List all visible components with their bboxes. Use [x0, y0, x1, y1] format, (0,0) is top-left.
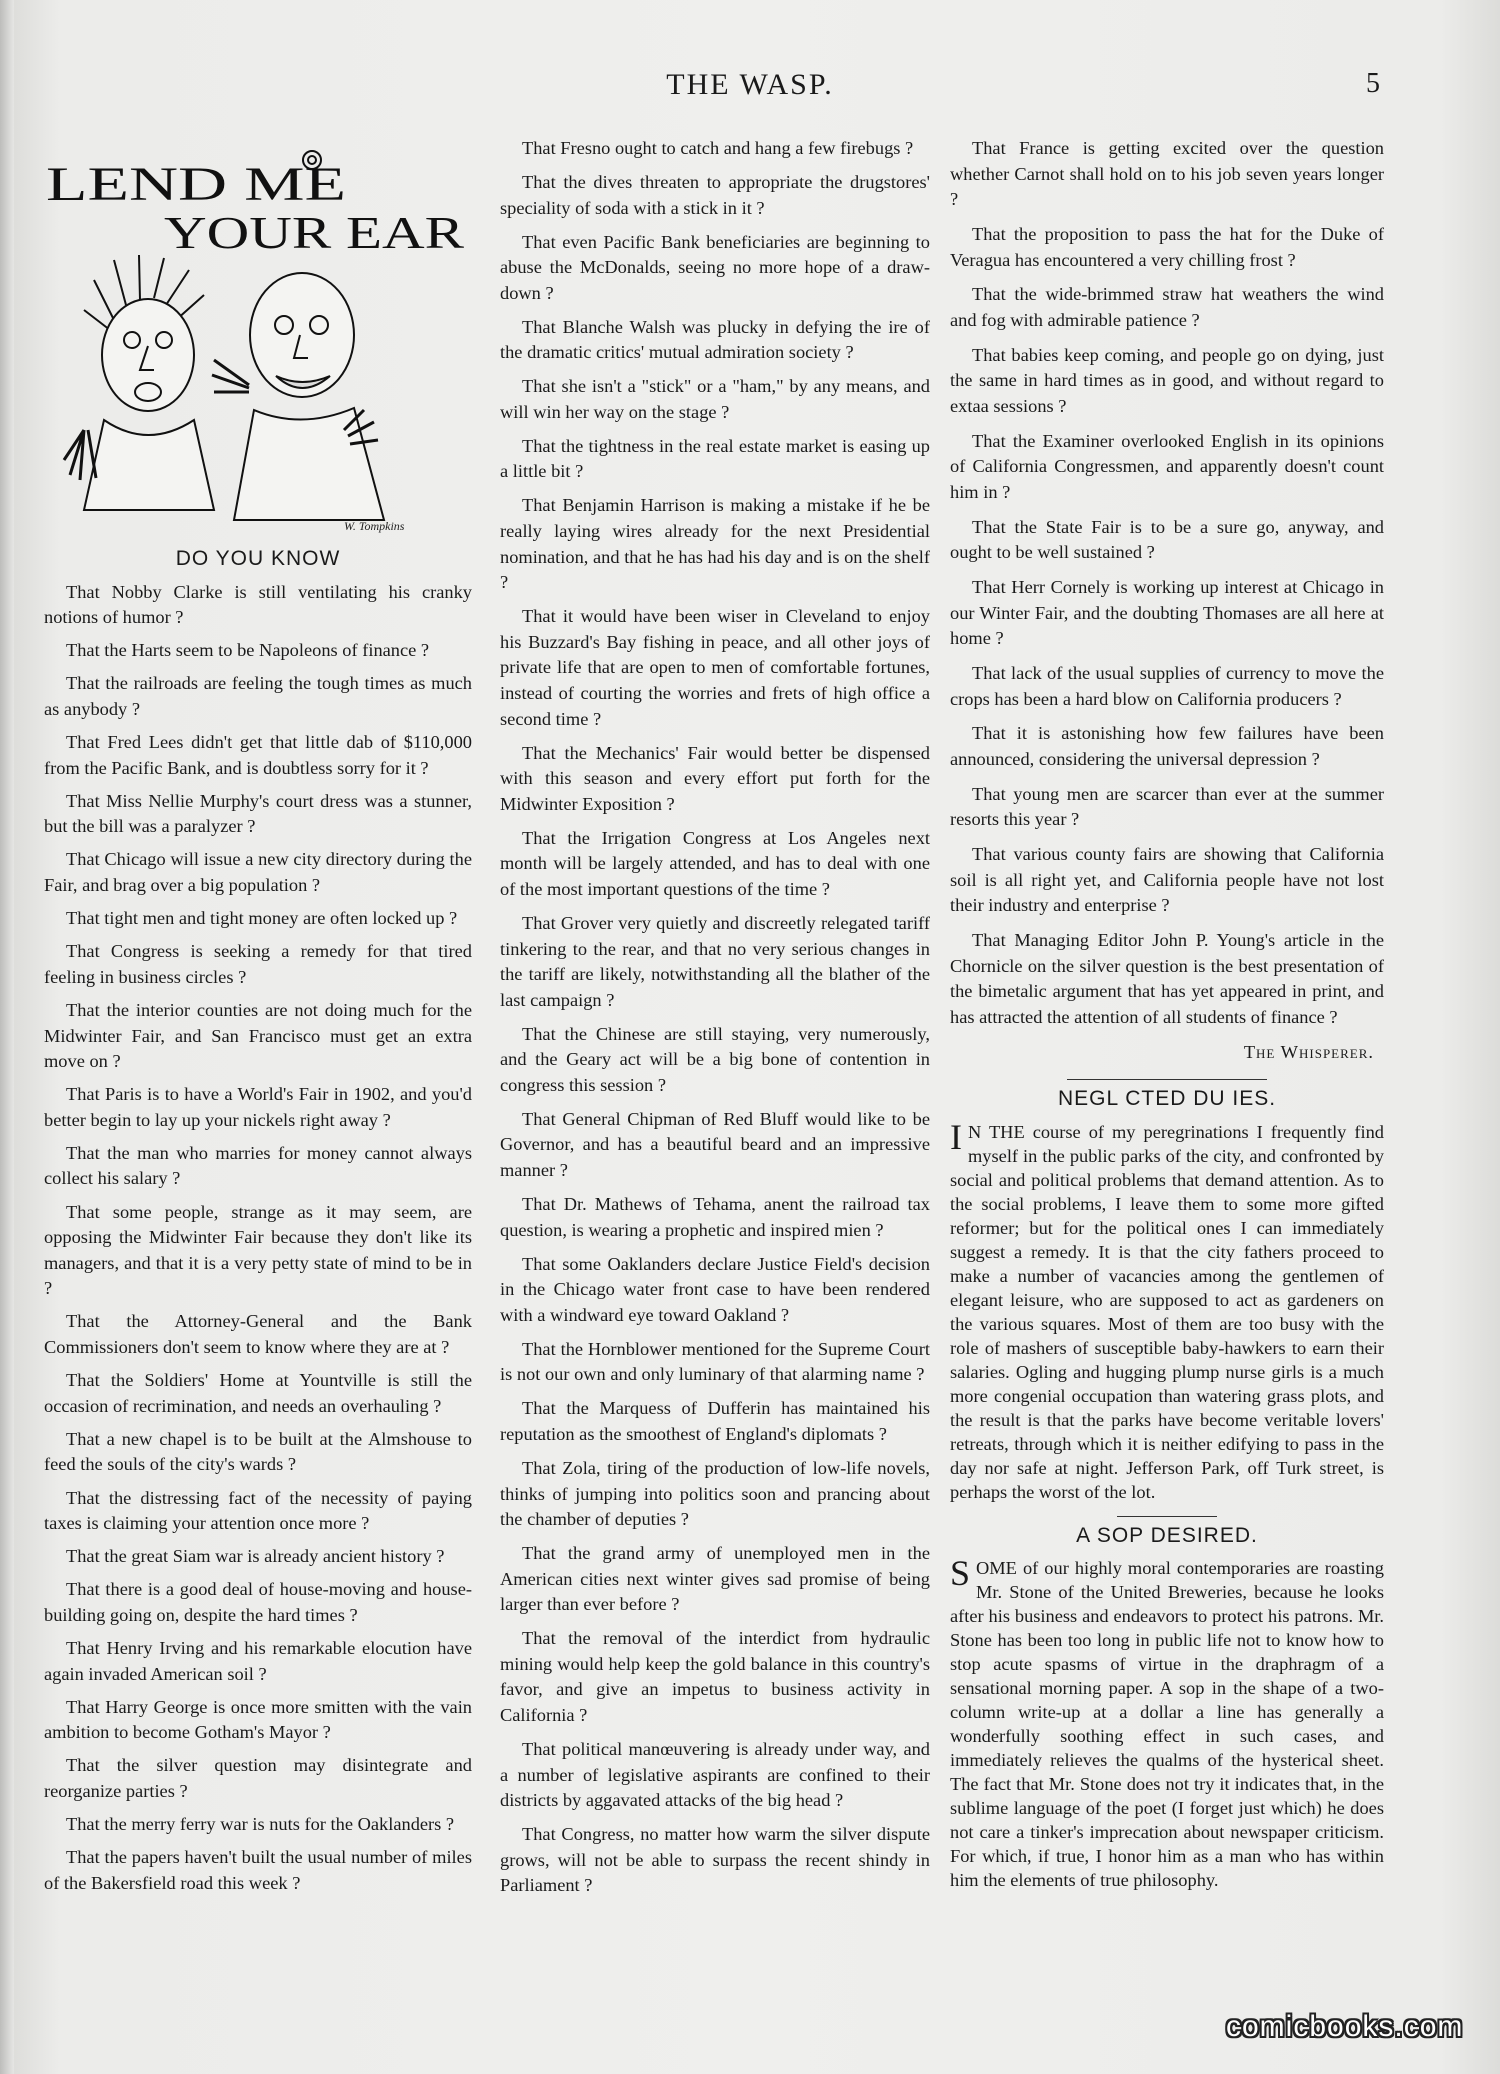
article-body: of our highly moral contemporaries are roasting Mr. Stone of the United Breweries, because he looks after his business and endeavors to protect his patrons. Mr. Stone has been too long in public life not to know how to stop acute spasms of virtue in the draphragm of a sensational morning paper. A sop in the shape of a two-column write-up at a dollar a line has generally a wonderfully soothing effect in such cases, and immediately relieves the qualms of the hysterical sheet. The fact that Mr. Stone does not try it indicates that, in the sublime language of the poet (I forget just which) he does not care a tinker's imprecation about newspaper criticism. For which, if true, I honor him as a man who has within him the elements of true philosophy. [950, 1558, 1384, 1891]
list-item: That there is a good deal of house-moving and house-building going on, despite the hard times ? [44, 1579, 472, 1625]
list-item: That the proposition to pass the hat for the Duke of Veragua has encountered a very chilling frost ? [950, 223, 1384, 270]
do-you-know-title: DO YOU KNOW [175, 547, 341, 570]
list-item: That Henry Irving and his remarkable elocution have again invaded American soil ? [44, 1637, 472, 1684]
list-item: That the Irrigation Congress at Los Angeles next month will be largely attended, and has to deal with one of the most important questions of the time ? [500, 827, 930, 899]
list-item: That a new chapel is to be built at the Almshouse to feed the souls of the city's wards ? [44, 1428, 472, 1475]
list-item: That Fred Lees didn't get that little dab of $110,000 from the Pacific Bank, and is doubtless sorry for it ? [44, 732, 472, 778]
list-item: That Miss Nellie Murphy's court dress was a stunner, but the bill was a paralyzer ? [44, 790, 472, 837]
list-item: That the great Siam war is already ancient history ? [66, 1546, 445, 1567]
list-item: That General Chipman of Red Bluff would like to be Governor, and has a beautiful beard and an impressive manner ? [500, 1108, 930, 1181]
drop-cap: I [950, 1116, 962, 1157]
drop-cap: S [950, 1553, 971, 1594]
list-item: That the distressing fact of the necessity of paying taxes is claiming your attention once more ? [44, 1487, 472, 1534]
list-item: That the Chinese are still staying, very numerously, and the Geary act will be a big bone of contention in congress this session ? [500, 1023, 930, 1095]
masthead: THE WASP. [666, 68, 834, 101]
heading-line-2: YOUR EAR [164, 207, 465, 258]
article-paragraph [950, 1553, 1384, 1892]
list-item: That Nobby Clarke is still ventilating his cranky notions of humor ? [44, 581, 472, 628]
list-item: That Blanche Walsh was plucky in defying the ire of the dramatic critics' mutual admiration society ? [500, 316, 930, 363]
sop-desired-article [950, 1553, 1384, 1892]
list-item: That the removal of the interdict from hydraulic mining would help keep the gold balance in this country's favor, and give an impetus to business activity in California ? [500, 1628, 930, 1726]
column-1 [44, 130, 472, 1904]
list-item: That the interior counties are not doing much for the Midwinter Fair, and San Francisco must get an extra move on ? [44, 999, 472, 1072]
list-item: That Paris is to have a World's Fair in 1902, and you'd better begin to lay up your nickels right away ? [44, 1084, 472, 1130]
article-body: course of my peregrinations I frequently find myself in the public parks of the city, and confronted by social and political problems that demand attention. As to the social problems, I leave them to some more gifted reformer; but for the political ones I can immediately suggest a remedy. It is that the city fathers proceed to make a number of vacancies among the gentlemen of elegant leisure, who are supposed to act as gardeners on the various squares. Most of them are too busy with the role of mashers of susceptible baby-hawkers to earn their salaries. Ogling and hugging plump nurse girls is a much more congenial occupation than watering grass plots, and the result is that the parks have become veritable lovers' retreats, through which it is neither edifying to pass in the day nor safe at night. Jefferson Park, off Turk street, is perhaps the worst of the lot. [950, 1121, 1384, 1502]
heading-line-1: LEND ME [46, 158, 346, 211]
list-item: That it is astonishing how few failures have been announced, considering the universal depression ? [950, 723, 1384, 769]
list-item: That the silver question may disintegrate and reorganize parties ? [44, 1755, 472, 1801]
list-item: That Fresno ought to catch and hang a few firebugs ? [522, 138, 914, 158]
source-watermark: comicbooks.com [1226, 2010, 1464, 2043]
do-you-know-col1-items [44, 580, 472, 1897]
section-divider [1117, 1516, 1217, 1517]
lead-words: OME [976, 1558, 1017, 1579]
list-item: That Congress, no matter how warm the silver dispute grows, will not be able to surpass the recent shindy in Parliament ? [500, 1824, 930, 1896]
list-item: That Chicago will issue a new city directory during the Fair, and brag over a big population ? [44, 849, 472, 896]
list-item: That the dives threaten to appropriate the drugstores' speciality of soda with a stick in it ? [500, 171, 930, 218]
sop-desired-title: A SOP DESIRED. [1076, 1523, 1258, 1547]
list-item: That tight men and tight money are often locked up ? [66, 908, 458, 929]
whisperer-signature: The Whisperer. [1243, 1041, 1374, 1062]
list-item: That the Harts seem to be Napoleons of finance ? [66, 640, 430, 661]
list-item: That Dr. Mathews of Tehama, anent the railroad tax question, is wearing a prophetic and inspired mien ? [500, 1194, 930, 1240]
list-item: That Zola, tiring of the production of low-life novels, thinks of jumping into politics soon and prancing about the chamber of deputies ? [500, 1457, 930, 1530]
list-item: That even Pacific Bank beneficiaries are beginning to abuse the McDonalds, seeing no more hope of a draw-down ? [500, 231, 930, 303]
list-item: That some Oaklanders declare Justice Field's decision in the Chicago water front case to have been rendered with a windward eye toward Oakland ? [500, 1253, 930, 1325]
list-item: That the railroads are feeling the tough times as much as anybody ? [44, 673, 472, 719]
list-item: That the merry ferry war is nuts for the Oaklanders ? [66, 1814, 455, 1835]
list-item: That Grover very quietly and discreetly relegated tariff tinkering to the rear, and that no very serious changes in the tariff are likely, notwithstanding all the blather of the last campaign ? [500, 912, 930, 1010]
list-item: That the State Fair is to be a sure go, anyway, and ought to be well sustained ? [950, 516, 1384, 563]
list-item: That the Attorney-General and the Bank Commissioners don't seem to know where they are at ? [44, 1311, 472, 1358]
list-item: That various county fairs are showing that California soil is all right yet, and California people have not lost their industry and enterprise ? [950, 844, 1384, 916]
list-item: That the tightness in the real estate market is easing up a little bit ? [500, 435, 930, 482]
list-item: That the Mechanics' Fair would better be dispensed with this season and every effort put forth for the Midwinter Exposition ? [500, 742, 930, 814]
lend-me-your-ear-illustration [44, 130, 472, 538]
list-item: That some people, strange as it may seem, are opposing the Midwinter Fair because they don't like its managers, and that it is a very petty state of mind to be in ? [44, 1201, 472, 1299]
artist-signature: W. Tompkins [344, 519, 405, 533]
list-item: That the Examiner overlooked English in its opinions of California Congressmen, and apparently doesn't count him in ? [950, 430, 1384, 502]
column-2 [500, 136, 930, 1907]
list-item: That the grand army of unemployed men in the American cities next winter gives sad promise of being larger than ever before ? [500, 1543, 930, 1615]
neglected-duties-article [950, 1116, 1384, 1504]
list-item: That babies keep coming, and people go on dying, just the same in hard times as in good, and without regard to extaa sessions ? [950, 344, 1384, 416]
list-item: That Herr Cornely is working up interest at Chicago in our Winter Fair, and the doubting Thomases are all here at home ? [950, 577, 1384, 649]
neglected-duties-title: NEGL CTED DU IES. [1057, 1087, 1277, 1111]
list-item: That the Hornblower mentioned for the Supreme Court is not our own and only luminary of that alarming name ? [500, 1338, 930, 1385]
list-item: That Congress is seeking a remedy for that tired feeling in business circles ? [44, 941, 472, 987]
list-item: That the wide-brimmed straw hat weathers the wind and fog with admirable patience ? [950, 284, 1384, 330]
list-item: That the man who marries for money cannot always collect his salary ? [44, 1142, 472, 1189]
list-item: That Benjamin Harrison is making a mistake if he be really laying wires already for the next Presidential nomination, and that he has had his day and is on the shelf ? [500, 495, 930, 593]
article-paragraph [950, 1116, 1384, 1504]
list-item: That it would have been wiser in Cleveland to enjoy his Buzzard's Bay fishing in peace, and all other joys of private life that are open to men of comfortable fortunes, instead of courting the worries and frets of high office a second time ? [500, 606, 930, 729]
list-item: That Managing Editor John P. Young's article in the Chornicle on the silver question is the best presentation of the bimetalic argument that has yet appeared in print, and has attracted the attention of all students of finance ? [950, 930, 1384, 1027]
cartoon-drawing [44, 130, 472, 538]
list-item: That lack of the usual supplies of currency to move the crops has been a hard blow on California producers ? [950, 663, 1384, 709]
page-fold-shadow [0, 0, 14, 2074]
list-item: That Harry George is once more smitten with the vain ambition to become Gotham's Mayor ? [44, 1696, 472, 1743]
list-item: That political manœuvering is already under way, and a number of legislative aspirants are confined to their districts by aggavated attacks of the big head ? [500, 1739, 930, 1811]
section-divider [1067, 1079, 1267, 1080]
list-item: That the Marquess of Dufferin has maintained his reputation as the smoothest of England's diplomats ? [500, 1398, 930, 1444]
lead-words: N THE [968, 1121, 1025, 1142]
page-number: 5 [1366, 68, 1380, 99]
list-item: That the papers haven't built the usual number of miles of the Bakersfield road this week ? [44, 1847, 472, 1893]
list-item: That she isn't a "stick" or a "ham," by any means, and will win her way on the stage ? [500, 376, 930, 422]
column-3 [950, 136, 1384, 1892]
list-item: That France is getting excited over the question whether Carnot shall hold on to his job seven years longer ? [950, 138, 1384, 210]
list-item: That young men are scarcer than ever at the summer resorts this year ? [950, 783, 1384, 830]
list-item: That the Soldiers' Home at Yountville is still the occasion of recrimination, and needs an overhauling ? [44, 1370, 472, 1416]
